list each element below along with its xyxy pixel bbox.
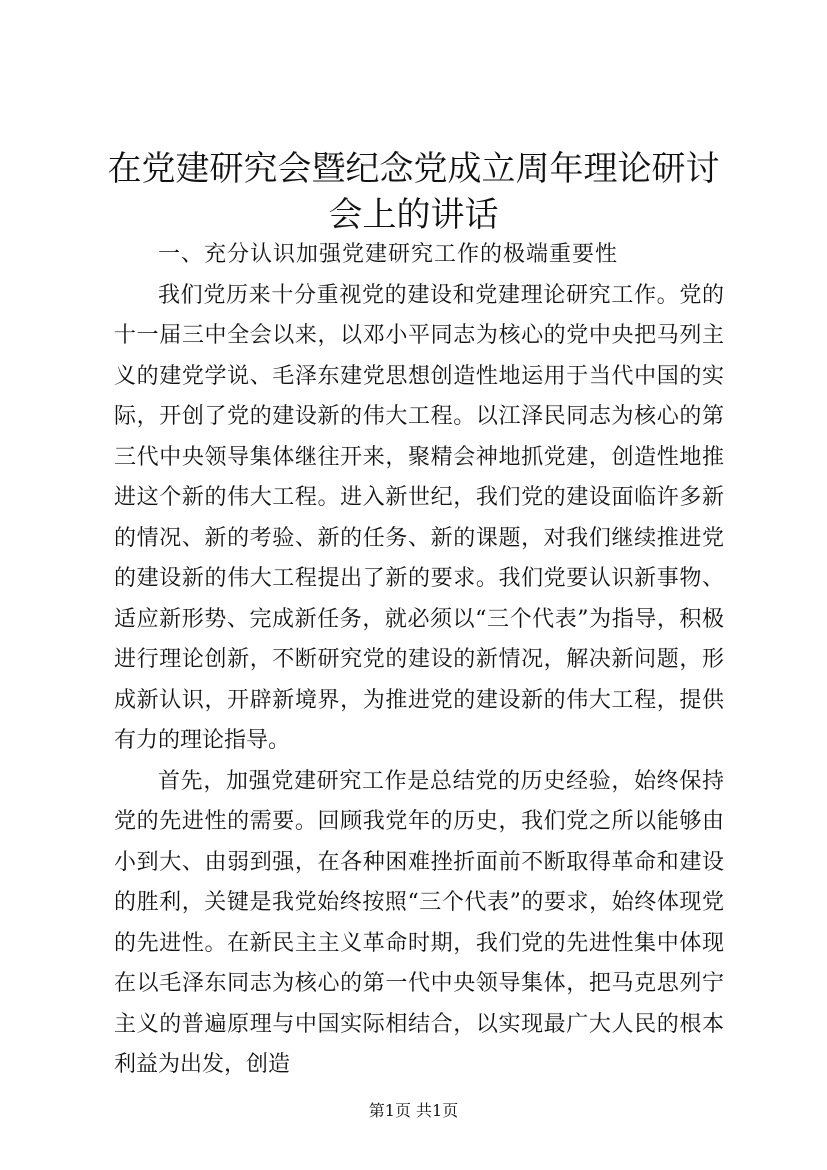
document-title: 在党建研究会暨纪念党成立周年理论研讨会上的讲话 bbox=[107, 149, 720, 235]
document-body bbox=[114, 235, 724, 1086]
paragraph: 首先，加强党建研究工作是总结党的历史经验，始终保持党的先进性的需要。回顾我党年的历史，我们党之所以能够由小到大、由弱到强，在各种困难挫折面前不断取得革命和建设的胜利，关键是我党始终按照“三个代表”的要求，始终体现党的先进性。在新民主主义革命时期，我们党的先进性集中体现在以毛泽东同志为核心的第一代中央领导集体，把马克思列宁主义的普遍原理与中国实际相结合，以实现最广大人民的根本利益为出发，创造 bbox=[114, 768, 724, 1077]
paragraph: 我们党历来十分重视党的建设和党建理论研究工作。党的十一届三中全会以来，以邓小平同志为核心的党中央把马列主义的建党学说、毛泽东建党思想创造性地运用于当代中国的实际，开创了党的建设新的伟大工程。以江泽民同志为核心的第三代中央领导集体继往开来，聚精会神地抓党建，创造性地推进这个新的伟大工程。进入新世纪，我们党的建设面临许多新的情况、新的考验、新的任务、新的课题，对我们继续推进党的建设新的伟大工程提出了新的要求。我们党要认识新事物、适应新形势、完成新任务，就必须以“三个代表”为指导，积极进行理论创新，不断研究党的建设的新情况，解决新问题，形成新认识，开辟新境界，为推进党的建设新的伟大工程，提供有力的理论指导。 bbox=[114, 282, 724, 753]
page-number-footer: 第1页 共1页 bbox=[368, 1101, 459, 1120]
section-heading: 一、充分认识加强党建研究工作的极端重要性 bbox=[158, 242, 619, 267]
